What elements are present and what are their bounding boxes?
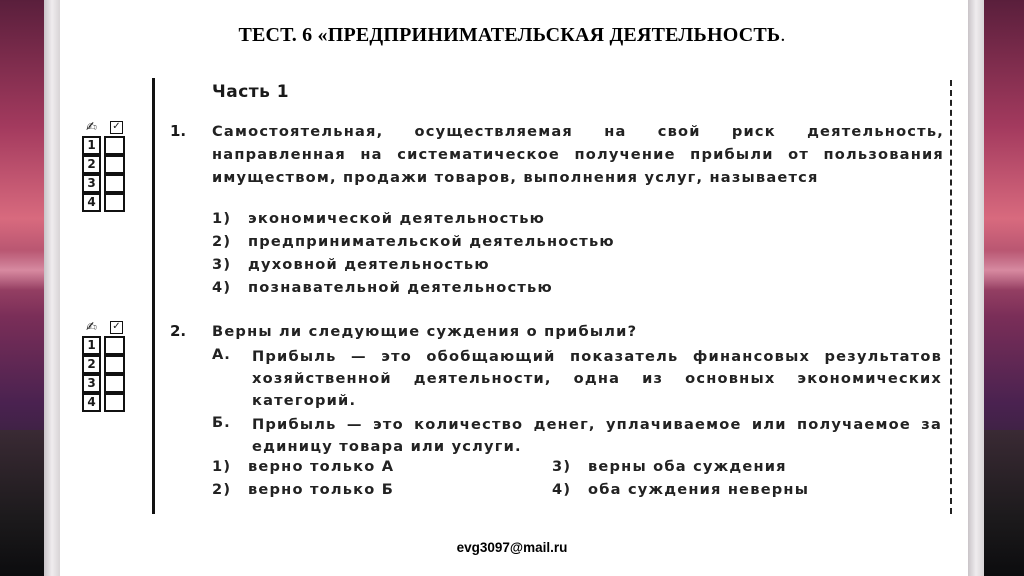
option-text: предпринимательской деятельностью <box>248 233 615 250</box>
test-scan <box>86 74 958 514</box>
answer-box[interactable] <box>104 155 125 174</box>
question-1-number: 1. <box>170 122 187 140</box>
answer-number: 1 <box>82 136 101 155</box>
answer-row[interactable] <box>80 355 140 374</box>
q2-option-1 <box>212 458 394 475</box>
question-1-text: Самостоятельная, осуществляемая на свой риск деятельность, направленная на систематическое получение прибыли от пользования имуществом, продажи товаров, выполнения услуг, называется <box>212 123 944 186</box>
q1-option-4 <box>212 279 553 296</box>
q2-option-3 <box>552 458 787 475</box>
checkbox-icon: ✓ <box>110 121 123 134</box>
pen-icon: ✍ <box>86 120 97 135</box>
left-margin-line <box>152 78 155 514</box>
answer-row[interactable] <box>80 336 140 355</box>
part-heading: Часть 1 <box>212 82 290 102</box>
q1-option-3 <box>212 256 490 273</box>
slide-title-dot: . <box>780 24 786 46</box>
answer-row[interactable] <box>80 374 140 393</box>
answer-box[interactable] <box>104 136 125 155</box>
option-number: 4) <box>552 481 572 498</box>
right-dashed-line <box>950 80 952 514</box>
right-panel-edge <box>968 0 984 576</box>
footer-email: evg3097@mail.ru <box>456 540 568 555</box>
answer-row[interactable] <box>80 136 140 155</box>
left-decor-strip <box>0 0 44 576</box>
answer-number: 2 <box>82 155 101 174</box>
answer-grid-header <box>80 320 140 336</box>
answer-box[interactable] <box>104 393 125 412</box>
option-text: духовной деятельностью <box>248 256 490 273</box>
answer-row[interactable] <box>80 193 140 212</box>
answer-number: 3 <box>82 374 101 393</box>
option-text: верно только А <box>248 458 395 475</box>
option-text: верны оба суждения <box>588 458 787 475</box>
q1-option-2 <box>212 233 615 250</box>
answer-number: 4 <box>82 393 101 412</box>
answer-number: 3 <box>82 174 101 193</box>
answer-box[interactable] <box>104 374 125 393</box>
option-number: 2) <box>212 481 232 498</box>
question-2-text: Верны ли следующие суждения о прибыли? <box>212 323 638 340</box>
answer-row[interactable] <box>80 174 140 193</box>
right-decor-strip <box>984 0 1024 576</box>
answer-number: 1 <box>82 336 101 355</box>
slide-title <box>60 24 964 47</box>
answer-grid-q2 <box>80 320 140 412</box>
option-number: 3) <box>212 256 232 273</box>
left-panel-edge <box>44 0 60 576</box>
answer-row[interactable] <box>80 155 140 174</box>
option-number: 3) <box>552 458 572 475</box>
answer-box[interactable] <box>104 174 125 193</box>
checkbox-icon: ✓ <box>110 321 123 334</box>
q2-option-4 <box>552 481 809 498</box>
statement-a-letter: А. <box>212 346 231 363</box>
statement-b-letter: Б. <box>212 414 231 431</box>
statement-a-text: Прибыль — это обобщающий показатель финансовых результатов хозяйственной деятельности, одна из основных экономических категорий. <box>252 348 942 409</box>
option-text: оба суждения неверны <box>588 481 810 498</box>
q2-option-2 <box>212 481 394 498</box>
option-number: 1) <box>212 210 232 227</box>
answer-number: 4 <box>82 193 101 212</box>
option-number: 4) <box>212 279 232 296</box>
option-number: 1) <box>212 458 232 475</box>
option-text: познавательной деятельностью <box>248 279 553 296</box>
left-decor-horizon <box>0 430 44 576</box>
right-decor-shine <box>984 250 1024 290</box>
pen-icon: ✍ <box>86 320 97 335</box>
option-text: экономической деятельностью <box>248 210 546 227</box>
statement-b-text: Прибыль — это количество денег, уплачиваемое или получаемое за единицу товара или услуги. <box>252 416 942 455</box>
q1-option-1 <box>212 210 545 227</box>
answer-box[interactable] <box>104 355 125 374</box>
answer-row[interactable] <box>80 393 140 412</box>
slide-title-text: ТЕСТ. 6 «ПРЕДПРИНИМАТЕЛЬСКАЯ ДЕЯТЕЛЬНОСТЬ <box>238 24 781 46</box>
question-2-number: 2. <box>170 322 187 340</box>
answer-number: 2 <box>82 355 101 374</box>
right-decor-horizon <box>984 430 1024 576</box>
answer-grid-q1 <box>80 120 140 212</box>
option-text: верно только Б <box>248 481 395 498</box>
option-number: 2) <box>212 233 232 250</box>
left-decor-shine <box>0 250 44 290</box>
answer-box[interactable] <box>104 336 125 355</box>
answer-grid-header <box>80 120 140 136</box>
answer-box[interactable] <box>104 193 125 212</box>
